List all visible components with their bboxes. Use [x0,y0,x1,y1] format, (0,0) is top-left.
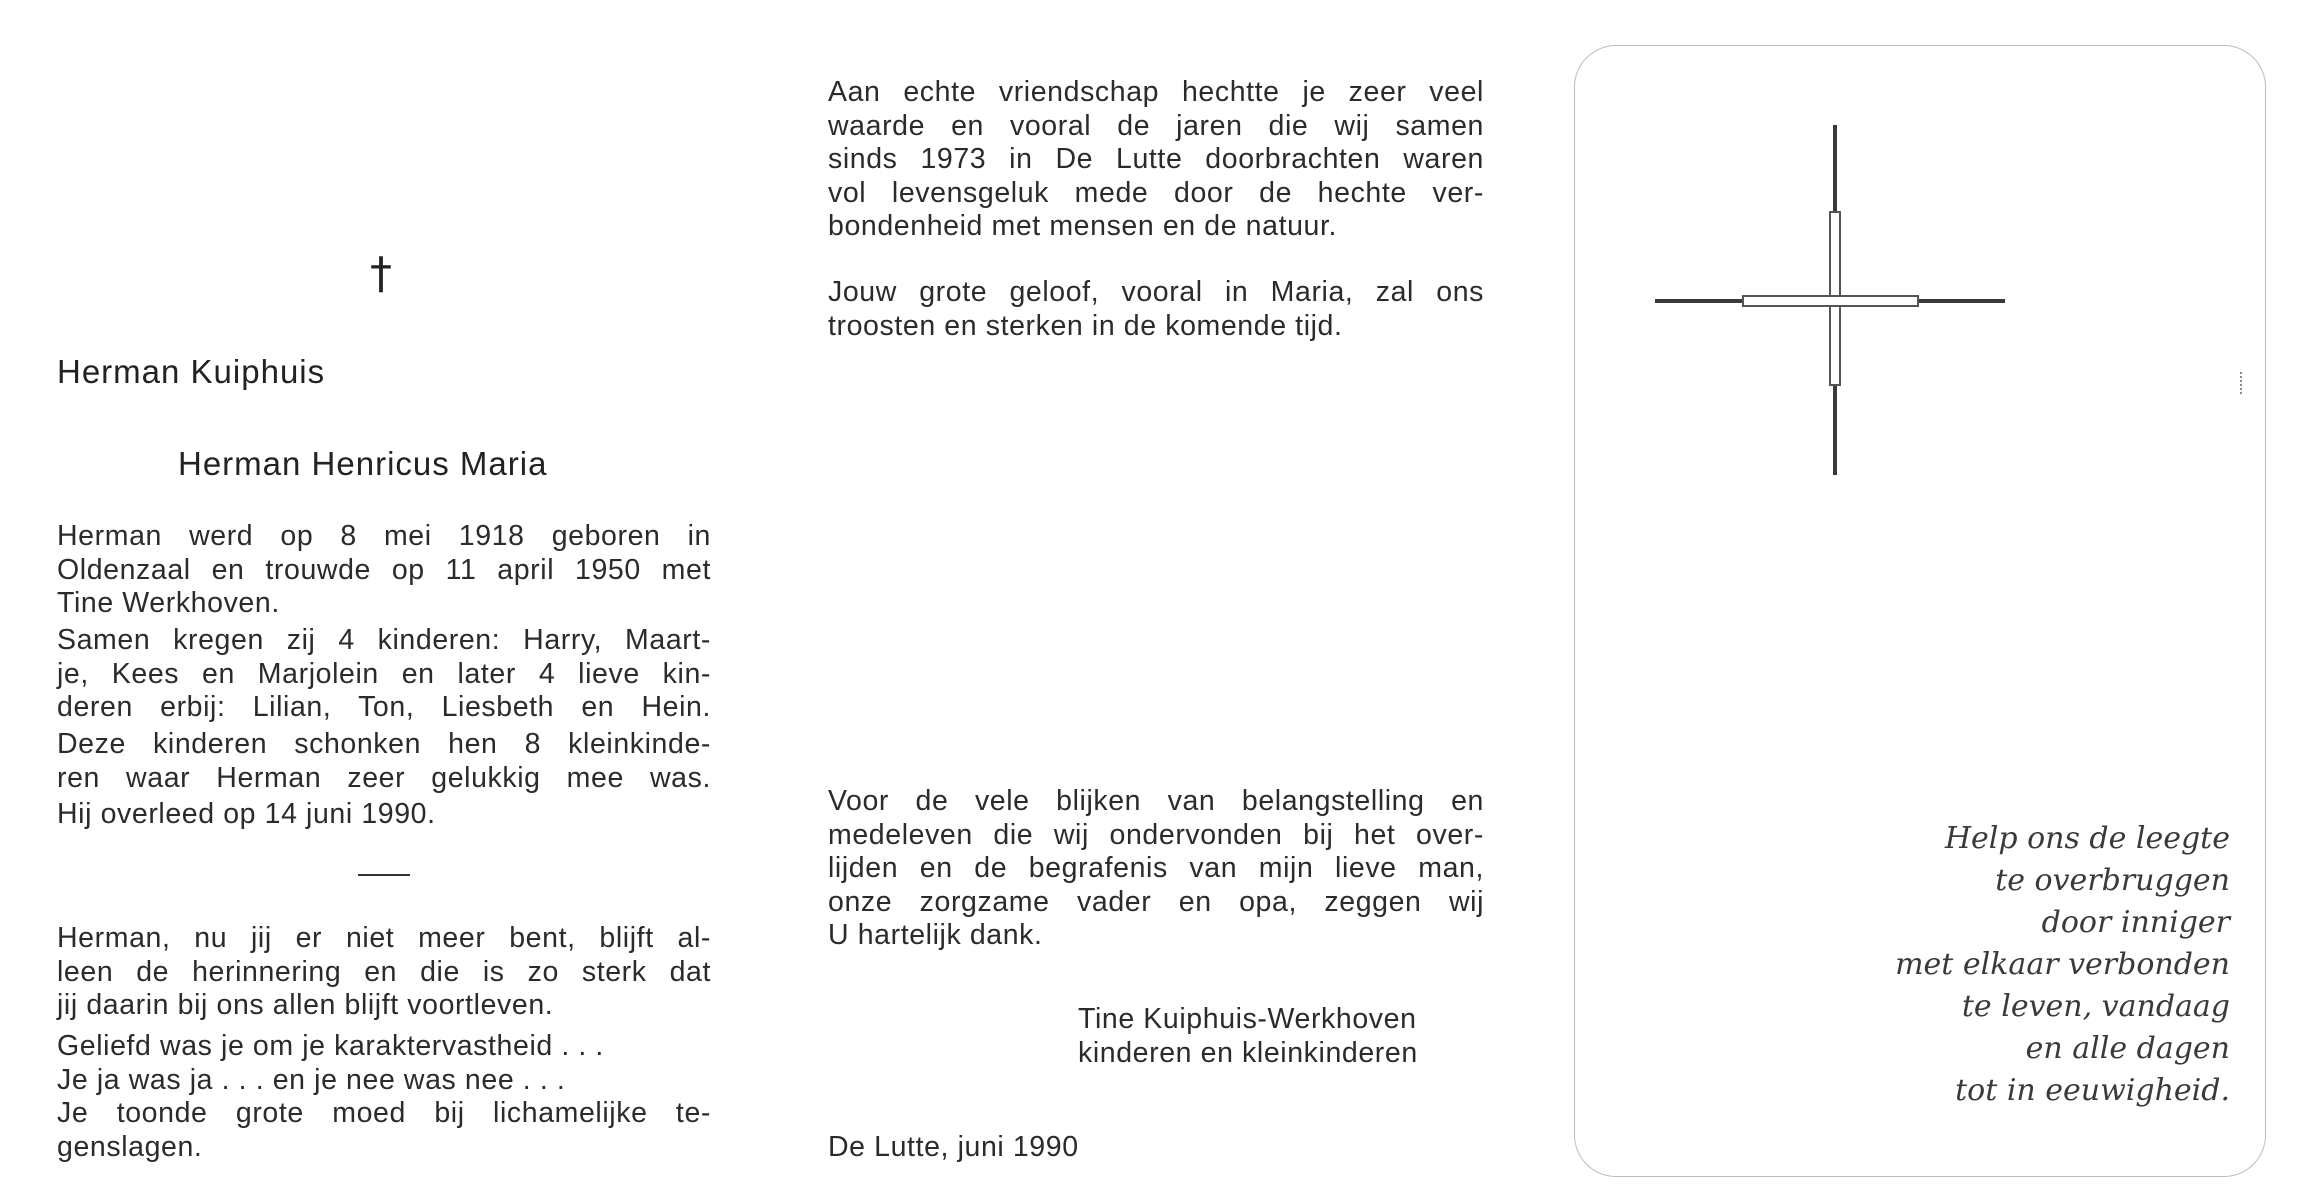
text-line: Deze kinderen schonken hen 8 kleinkinde- [57,728,711,760]
poem-line: en alle dagen [2025,1031,2230,1066]
text-line: Herman, nu jij er niet meer bent, blijft al- [57,922,711,954]
memory-paragraph [57,922,711,1023]
text-line: Je ja was ja . . . en je nee was nee . . . [57,1063,566,1096]
friendship-paragraph [828,76,1484,244]
thanks-paragraph [828,785,1484,953]
deceased-full-name: Herman Henricus Maria [178,445,548,482]
poem-line: te overbruggen [1995,863,2230,898]
dotted-mark [2240,372,2246,394]
poem [1710,818,2230,1112]
bio-paragraph-death [57,798,711,832]
signature-line: kinderen en kleinkinderen [1078,1037,1418,1069]
bio-paragraph-grandchildren [57,728,711,795]
signature [1078,1002,1418,1070]
poem-line: Help ons de leegte [1944,821,2230,856]
poem-line: met elkaar verbonden [1895,947,2230,982]
poem-line: door inniger [2041,905,2230,940]
text-line: Samen kregen zij 4 kinderen: Harry, Maart- [57,624,711,656]
signature-line: Tine Kuiphuis-Werkhoven [1078,1003,1417,1035]
text-line: Aan echte vriendschap hechtte je zeer veel [828,76,1484,108]
text-line: Hij overleed op 14 juni 1990. [57,798,436,830]
text-line: jij daarin bij ons allen blijft voortleven. [57,989,554,1021]
text-line: deren erbij: Lilian, Ton, Liesbeth en Hein. [57,691,711,723]
place-date: De Lutte, juni 1990 [828,1131,1079,1163]
text-line: vol levensgeluk mede door de hechte ver- [828,176,1484,209]
text-line: medeleven die wij ondervonden bij het over- [828,818,1484,851]
text-line: sinds 1973 in De Lutte doorbrachten waren [828,143,1484,175]
text-line: genslagen. [57,1130,203,1163]
faith-paragraph [828,276,1484,343]
poem-line: tot in eeuwigheid. [1955,1073,2230,1108]
text-line: U hartelijk dank. [828,919,1043,951]
character-paragraph [57,1030,711,1164]
text-line: onze zorgzame vader en opa, zeggen wij [828,885,1484,918]
deceased-name: Herman Kuiphuis [57,353,326,390]
text-line: bondenheid met mensen en de natuur. [828,210,1338,242]
bio-paragraph-children [57,624,711,725]
text-line: je, Kees en Marjolein en later 4 lieve kin- [57,657,711,690]
cross-icon: † [370,248,392,299]
right-panel [1545,0,2306,1200]
separator-dash [358,874,410,876]
bio-paragraph-birth [57,520,711,621]
text-line: Geliefd was je om je karaktervastheid . . . [57,1030,604,1062]
text-line: waarde en vooral de jaren die wij samen [828,109,1484,142]
text-line: Herman werd op 8 mei 1918 geboren in [57,520,711,552]
cross-icon [1655,125,2015,485]
text-line: leen de herinnering en die is zo sterk dat [57,955,711,988]
left-panel [0,0,770,1200]
text-line: Je toonde grote moed bij lichamelijke te- [57,1097,711,1129]
text-line: ren waar Herman zeer gelukkig mee was. [57,761,711,794]
text-line: troosten en sterken in de komende tijd. [828,309,1343,342]
text-line: Oldenzaal en trouwde op 11 april 1950 met [57,553,711,586]
text-line: Tine Werkhoven. [57,587,280,619]
poem-line: te leven, vandaag [1961,989,2230,1024]
middle-panel [770,0,1545,1200]
text-line: lijden en de begrafenis van mijn lieve man, [828,852,1484,884]
text-line: Jouw grote geloof, vooral in Maria, zal ons [828,276,1484,308]
text-line: Voor de vele blijken van belangstelling en [828,785,1484,817]
